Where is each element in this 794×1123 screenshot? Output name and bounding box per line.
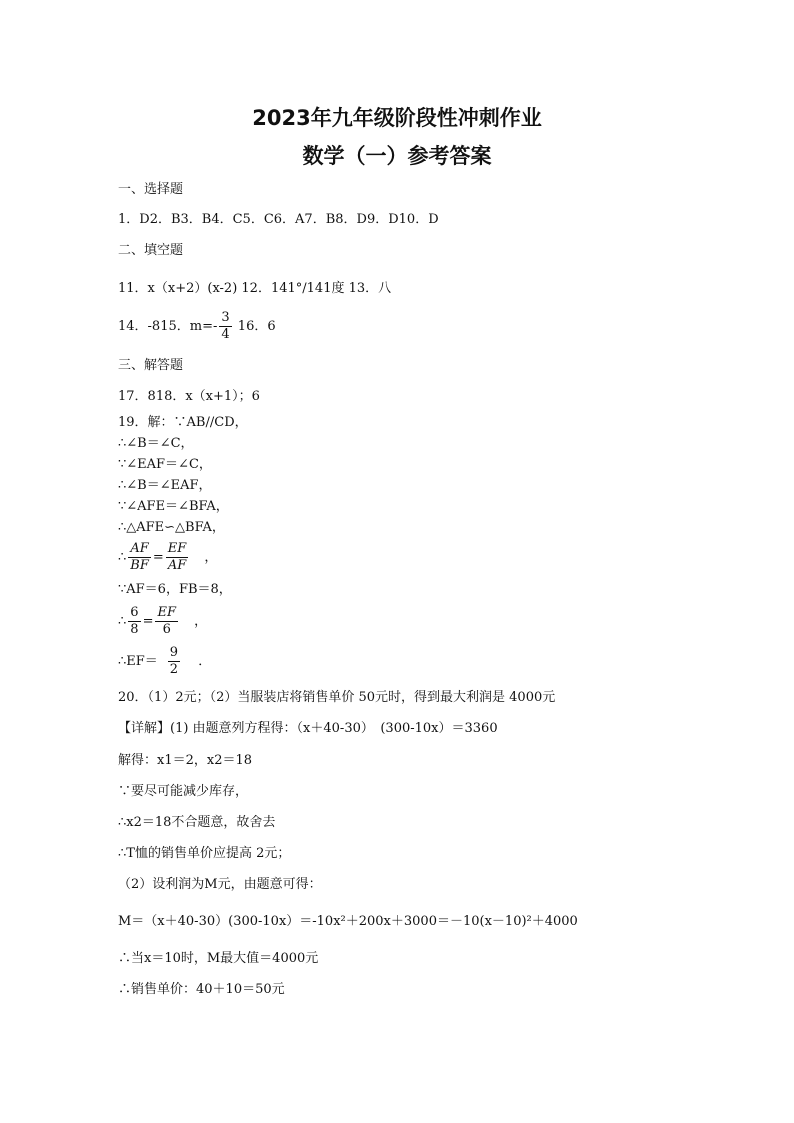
answer-q14-16 [118,310,276,343]
q14-suffix: 16．6 [237,319,276,334]
document-title: 2023年九年级阶段性冲刺作业 [252,106,542,130]
detail-line-2: 解得：x1＝2，x2＝18 [118,753,253,768]
fraction-af-bf: $\frac{AF}{BF}$ [130,541,149,573]
detail-line-6: （2）设利润为M元，由题意可得： [118,877,322,892]
fraction-ef-6: $\frac{EF}{6}$ [157,605,176,637]
answer-q17-18: 17．818．x（x+1）；6 [118,389,260,404]
detail-line-9: ∴销售单价：40＋10＝50元 [118,982,285,997]
q19-line-3: ∵∠EAF＝∠C， [118,457,212,472]
detail-line-4: ∴x2＝18不合题意，故舍去 [118,815,276,830]
answer-q11-13: 11．x（x+2）(x-2) 12．141°/141度 13．八 [118,281,392,296]
q19-line-4: ∴∠B＝∠EAF， [118,478,212,493]
detail-line-1: 【详解】(1) 由题意列方程得：（x＋40-30） (300-10x）＝3360 [118,721,498,736]
detail-line-7: M＝（x＋40-30）(300-10x）＝-10x²＋200x＋3000＝－10(x－10)²＋4000 [118,914,578,929]
detail-line-3: ∵要尽可能减少库存， [118,784,249,799]
section-heading-solve: 三、解答题 [118,358,184,373]
q19-line-2: ∴∠B＝∠C， [118,436,194,451]
q19-line-9: ∴ $\frac{6}{8}$ = $\frac{EF}{6}$ ， [118,605,208,637]
q19-line-1: 19．解：∵AB//CD， [118,415,248,430]
fraction-3-4: $\frac{3}{4}$ [221,310,230,342]
detail-line-8: ∴当x＝10时，M最大值＝4000元 [118,951,319,966]
fraction-9-2: $\frac{9}{2}$ [169,645,179,677]
fraction-ef-af: $\frac{EF}{AF}$ [167,541,187,573]
detail-line-5: ∴T恤的销售单价应提高 2元； [118,846,291,861]
q19-line-8: ∵AF＝6，FB＝8， [118,582,232,597]
document-subtitle: 数学（一）参考答案 [302,144,492,168]
section-heading-choice: 一、选择题 [118,182,184,197]
choice-answers: 1．D2．B3．B4．C5．C6．A7．B8．D9．D10．D [118,212,439,227]
answer-q20: 20．（1）2元；（2）当服装店将销售单价 50元时，得到最大利润是 4000元 [118,690,556,705]
q19-line-10: ∴EF＝ $\frac{9}{2}$ ． [118,645,212,677]
q19-line-7: ∴ $\frac{AF}{BF}$ = $\frac{EF}{AF}$ ， [118,541,218,573]
section-heading-fill: 二、填空题 [118,243,184,258]
q19-line-5: ∵∠AFE＝∠BFA， [118,499,229,514]
q19-line-6: ∴△AFE∽△BFA， [118,520,225,535]
fraction-6-8: $\frac{6}{8}$ [130,605,139,637]
q14-prefix: 14．-815．m=- [118,319,218,334]
